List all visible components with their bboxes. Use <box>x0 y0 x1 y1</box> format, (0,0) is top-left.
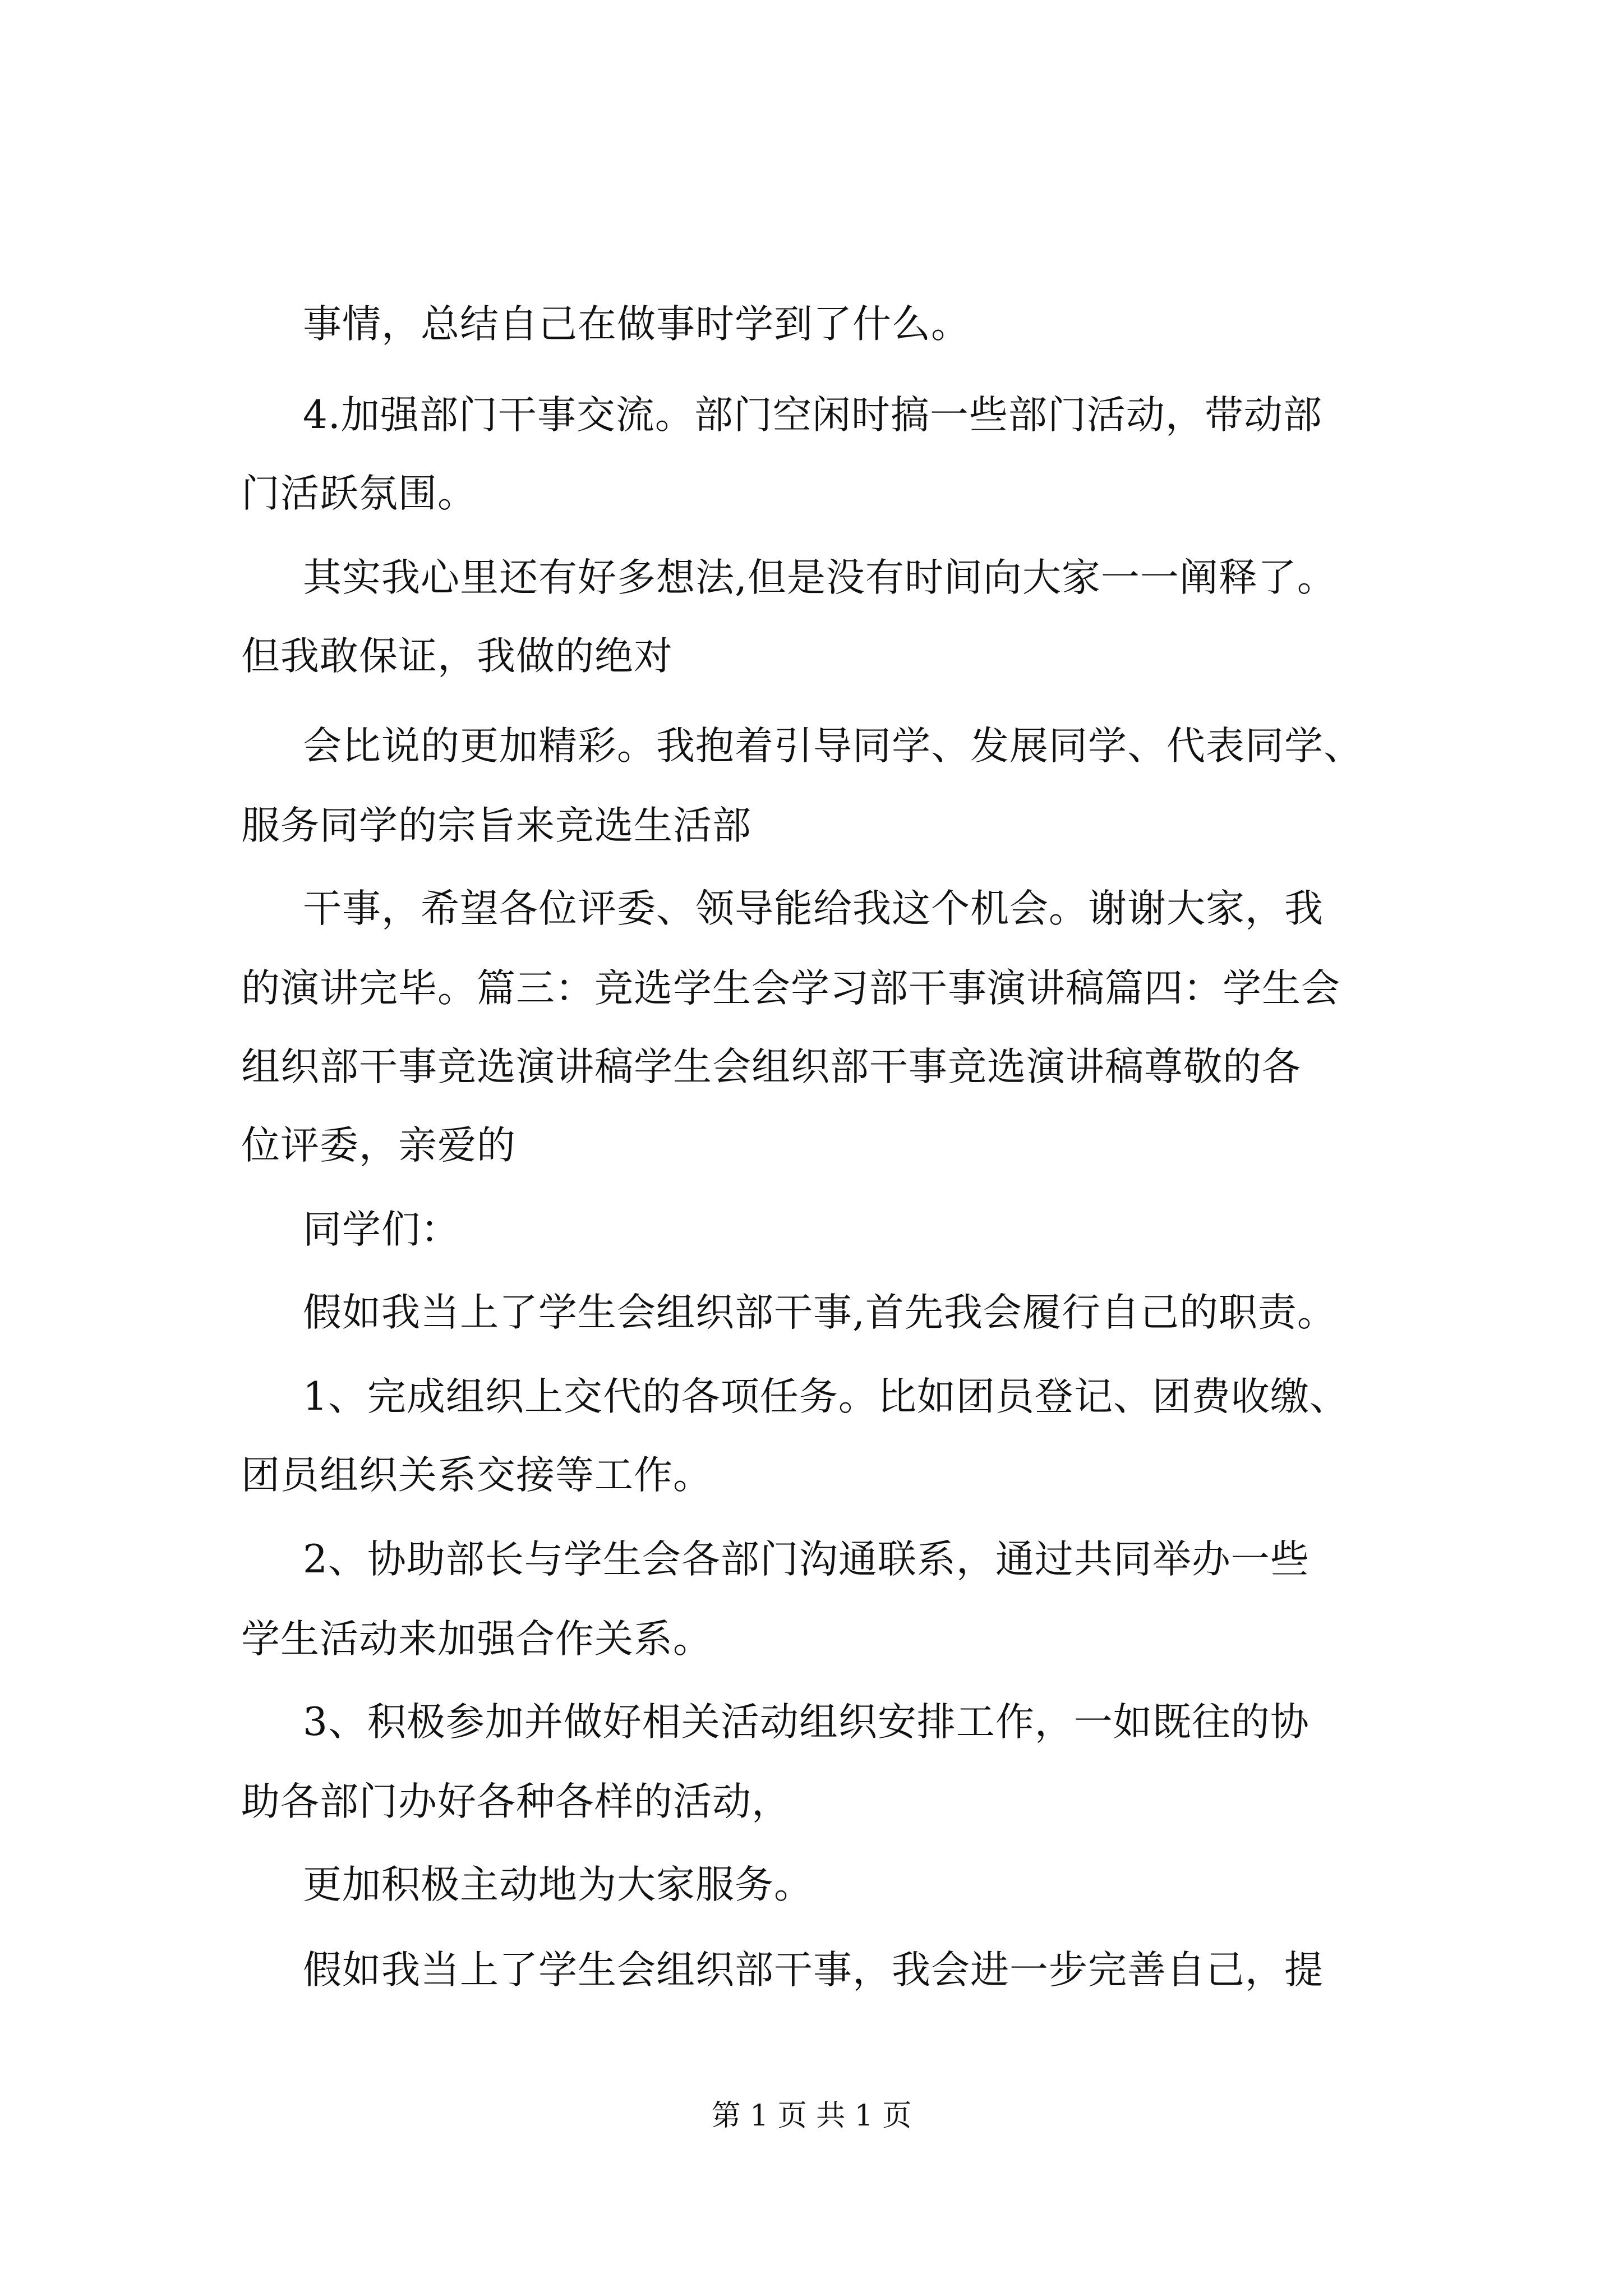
text-line-15: 团员组织关系交接等工作。 <box>241 1453 712 1498</box>
text-line-21: 假如我当上了学生会组织部干事，我会进一步完善自己，提 <box>303 1948 1324 1993</box>
text-line-3: 门活跃氛围。 <box>241 471 477 516</box>
text-line-11: 位评委，亲爱的 <box>241 1123 516 1168</box>
text-line-17: 学生活动来加强合作关系。 <box>241 1617 712 1662</box>
text-line-1: 事情，总结自己在做事时学到了什么。 <box>303 302 970 347</box>
text-line-14: 1、完成组织上交代的各项任务。比如团员登记、团费收缴、 <box>303 1374 1349 1419</box>
text-line-9: 的演讲完毕。篇三：竞选学生会学习部干事演讲稿篇四：学生会 <box>241 966 1340 1011</box>
text-line-13: 假如我当上了学生会组织部干事,首先我会履行自己的职责。 <box>303 1290 1336 1335</box>
text-line-16: 2、协助部长与学生会各部门沟通联系，通过共同举办一些 <box>303 1537 1310 1582</box>
text-line-19: 助各部门办好各种各样的活动， <box>241 1779 791 1824</box>
text-line-18: 3、积极参加并做好相关活动组织安排工作，一如既往的协 <box>303 1700 1310 1745</box>
text-line-4: 其实我心里还有好多想法,但是没有时间向大家一一阐释了。 <box>303 555 1336 600</box>
text-line-12: 同学们： <box>303 1207 460 1252</box>
text-line-7: 服务同学的宗旨来竞选生活部 <box>241 803 751 848</box>
text-line-6: 会比说的更加精彩。我抱着引导同学、发展同学、代表同学、 <box>303 724 1363 769</box>
text-line-8: 干事，希望各位评委、领导能给我这个机会。谢谢大家，我 <box>303 886 1324 931</box>
page-footer: 第 1 页 共 1 页 <box>711 2099 912 2133</box>
text-line-10: 组织部干事竞选演讲稿学生会组织部干事竞选演讲稿尊敬的各 <box>241 1045 1301 1089</box>
text-line-20: 更加积极主动地为大家服务。 <box>303 1862 813 1907</box>
text-line-2: 4.加强部门干事交流。部门空闲时搞一些部门活动，带动部 <box>303 393 1322 438</box>
text-line-5: 但我敢保证，我做的绝对 <box>241 634 673 679</box>
